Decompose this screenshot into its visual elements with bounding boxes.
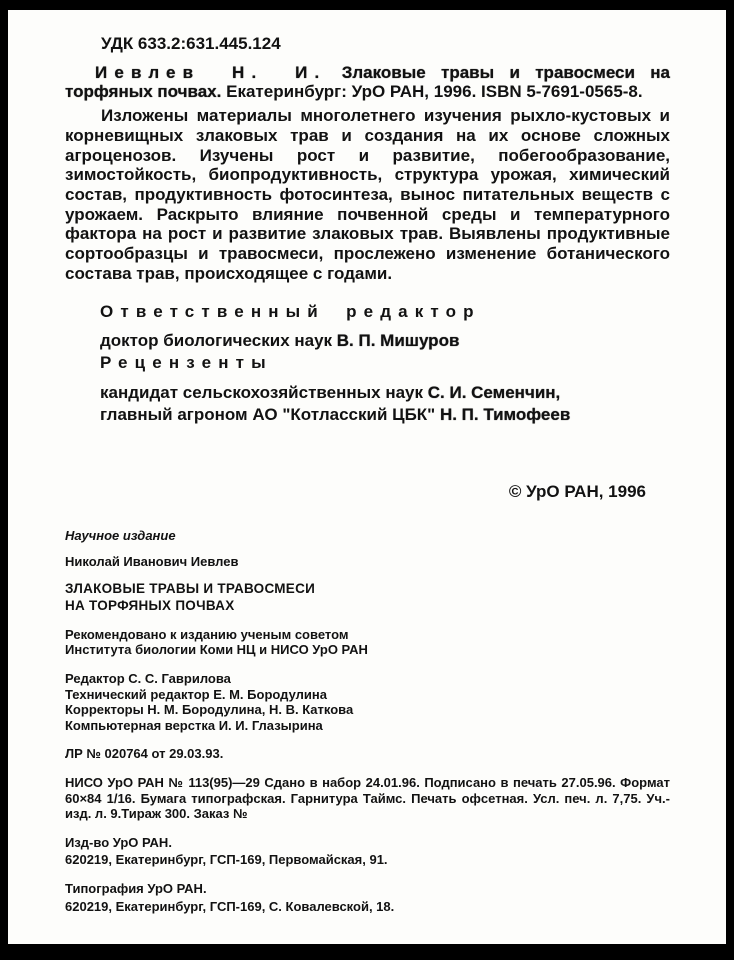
citation-title: Злаковые травы и травосмеси на торфяных почвах. bbox=[65, 62, 670, 102]
colophon-block bbox=[65, 528, 670, 914]
printer-address: 620219, Екатеринбург, ГСП-169, С. Ковалевской, 18. bbox=[65, 898, 395, 914]
author-full-name: Николай Иванович Иевлев bbox=[65, 553, 239, 569]
staff-technical-editor: Технический редактор Е. М. Бородулина bbox=[65, 686, 327, 702]
recommendation-line-2: Института биологии Коми НЦ и НИСО УрО РАН bbox=[65, 642, 368, 658]
reviewer-1-name: С. И. Семенчин, bbox=[427, 382, 561, 402]
book-title-line-1: ЗЛАКОВЫЕ ТРАВЫ И ТРАВОСМЕСИ bbox=[65, 581, 316, 597]
page-content bbox=[8, 10, 726, 914]
recommendation-line-1: Рекомендовано к изданию ученым советом bbox=[65, 626, 349, 642]
publisher-name: Изд-во УрО РАН. bbox=[65, 834, 172, 850]
book-title-block bbox=[65, 581, 670, 613]
reviewer-line-1 bbox=[100, 383, 670, 403]
responsible-editor-degree: доктор биологических наук bbox=[100, 331, 337, 351]
staff-block bbox=[65, 671, 670, 733]
citation bbox=[65, 63, 670, 102]
udc-code: УДК 633.2:631.445.124 bbox=[101, 34, 281, 53]
print-info: НИСО УрО РАН № 113(95)—29 Сдано в набор 24.01.96. Подписано в печать 27.05.96. Формат 60×84 1/16. Бумага типографская. Гарнитура Таймс. Печать офсетная. Усл. печ. л. 7,75. Уч.-изд. л. 9.Тираж 300. Заказ № bbox=[65, 774, 670, 822]
editors-block bbox=[100, 302, 670, 425]
staff-editor: Редактор С. С. Гаврилова bbox=[65, 670, 231, 686]
copyright-notice: © УрО РАН, 1996 bbox=[508, 482, 646, 502]
book-title-line-2: НА ТОРФЯНЫХ ПОЧВАХ bbox=[65, 597, 235, 613]
publisher-address: 620219, Екатеринбург, ГСП-169, Первомайская, 91. bbox=[65, 852, 388, 868]
reviewer-2-name: Н. П. Тимофеев bbox=[439, 404, 571, 424]
reviewers-heading: Рецензенты bbox=[100, 353, 273, 373]
license-number: ЛР № 020764 от 29.03.93. bbox=[65, 746, 224, 762]
citation-author: Иевлев Н. И. bbox=[95, 62, 327, 82]
page bbox=[8, 10, 726, 944]
publisher-block bbox=[65, 835, 670, 868]
reviewer-line-2 bbox=[100, 405, 670, 425]
citation-imprint: Екатеринбург: УрО РАН, 1996. ISBN 5-7691-0565-8. bbox=[226, 82, 643, 102]
responsible-editor-heading: Ответственный редактор bbox=[100, 301, 481, 321]
responsible-editor-line bbox=[100, 331, 670, 351]
printer-name: Типография УрО РАН. bbox=[65, 880, 207, 896]
printer-block bbox=[65, 881, 670, 914]
reviewer-1-degree: кандидат сельскохозяйственных наук bbox=[100, 382, 428, 402]
staff-typesetting: Компьютерная верстка И. И. Глазырина bbox=[65, 717, 323, 733]
staff-proofreaders: Корректоры Н. М. Бородулина, Н. В. Каткова bbox=[65, 702, 354, 718]
edition-type-label: Научное издание bbox=[65, 528, 176, 544]
recommendation-block bbox=[65, 627, 670, 658]
responsible-editor-name: В. П. Мишуров bbox=[336, 331, 460, 351]
reviewer-2-title: главный агроном АО "Котласский ЦБК" bbox=[100, 404, 440, 424]
abstract-paragraph: Изложены материалы многолетнего изучения рыхло-кустовых и корневищных злаковых трав и создания на их основе сложных агроценозов. Изучены рост и развитие, побегообразование, зимостойкость, биопродуктивность, структура урожая, химический состав, продуктивность фотосинтеза, вынос питательных веществ с урожаем. Раскрыто влияние почвенной среды и температурного фактора на рост и развитие злаковых трав. Выявлены продуктивные сортообразцы и травосмеси, прослежено изменение ботанического состава трав, происходящее с годами. bbox=[65, 106, 670, 283]
